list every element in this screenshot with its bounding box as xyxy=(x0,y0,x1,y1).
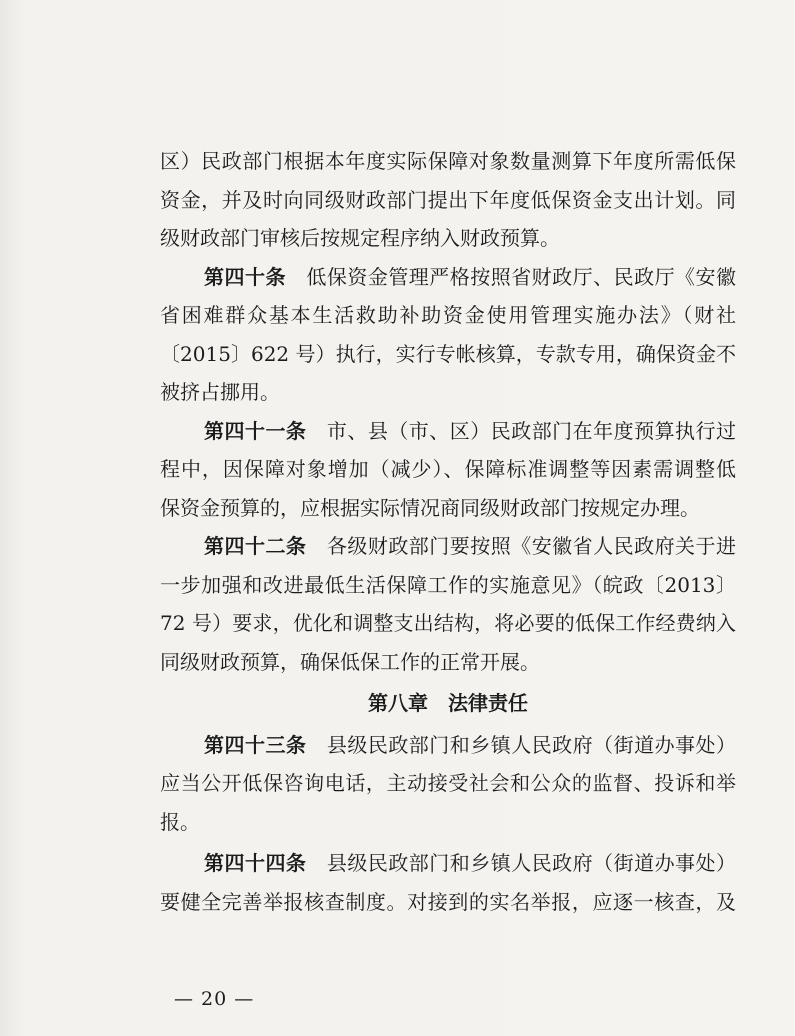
article-44-text: 县级民政部门和乡镇人民政府（街道办事处） xyxy=(326,851,736,875)
article-40-first-line xyxy=(160,258,736,297)
article-40-line: 〔2015〕622 号）执行，实行专帐核算，专款专用，确保资金不 xyxy=(160,341,736,366)
article-42-text: 各级财政部门要按照《安徽省人民政府关于进 xyxy=(326,534,736,558)
article-43-line: 报。 xyxy=(160,809,200,834)
article-42-line: 同级财政预算，确保低保工作的正常开展。 xyxy=(160,649,540,674)
article-43-first-line xyxy=(160,726,736,765)
article-43-text: 县级民政部门和乡镇人民政府（街道办事处） xyxy=(326,732,736,757)
article-42-first-line xyxy=(160,527,736,566)
article-41-heading: 第四十一条 xyxy=(204,418,307,443)
article-41-line: 程中，因保障对象增加（减少）、保障标准调整等因素需调整低 xyxy=(160,457,736,481)
paragraph-line: 资金，并及时向同级财政部门提出下年度低保资金支出计划。同 xyxy=(160,187,736,212)
article-40-line: 被挤占挪用。 xyxy=(160,380,280,404)
article-41-first-line xyxy=(160,412,736,451)
chapter-heading: 第八章 法律责任 xyxy=(368,691,528,715)
article-40-text: 低保资金管理严格按照省财政厅、民政厅《安徽 xyxy=(306,264,736,289)
article-41-text: 市、县（市、区）民政部门在年度预算执行过 xyxy=(326,418,736,443)
article-42-line: 一步加强和改进最低生活保障工作的实施意见》（皖政〔2013〕 xyxy=(160,572,736,597)
article-44-first-line xyxy=(160,844,736,883)
article-40-line: 省困难群众基本生活救助补助资金使用管理实施办法》（财社 xyxy=(160,303,736,327)
article-42-line: 72 号）要求，优化和调整支出结构，将必要的低保工作经费纳入 xyxy=(160,611,736,635)
paragraph-line: 级财政部门审核后按规定程序纳入财政预算。 xyxy=(160,226,560,250)
body-text xyxy=(160,142,736,921)
paragraph-line: 区）民政部门根据本年度实际保障对象数量测算下年度所需低保 xyxy=(160,149,736,173)
article-43-heading: 第四十三条 xyxy=(204,732,307,757)
article-40-heading: 第四十条 xyxy=(204,264,286,289)
article-44-line: 要健全完善举报核查制度。对接到的实名举报，应逐一核查，及 xyxy=(160,889,736,914)
page-number: — 20 — xyxy=(174,988,255,1010)
article-42-heading: 第四十二条 xyxy=(204,534,307,558)
article-44-heading: 第四十四条 xyxy=(204,851,307,875)
article-43-line: 应当公开低保咨询电话，主动接受社会和公众的监督、投诉和举 xyxy=(160,771,736,795)
article-41-line: 保资金预算的，应根据实际情况商同级财政部门按规定办理。 xyxy=(160,495,700,520)
